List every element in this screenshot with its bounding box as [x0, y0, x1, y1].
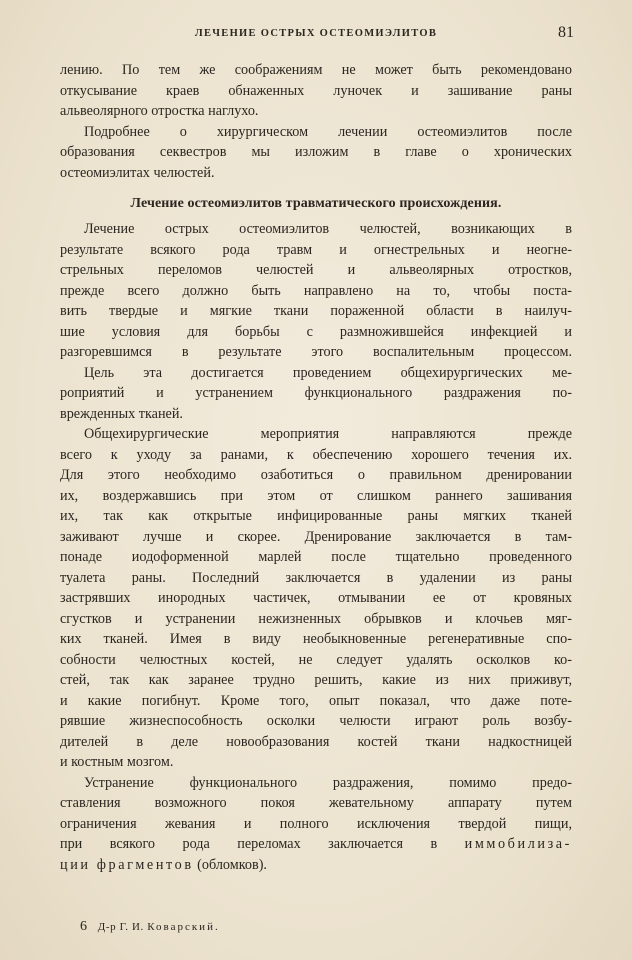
text-line: дителей в деле новообразования костей ткани надкостницей [60, 733, 572, 750]
text-line: остеомиэлитах челюстей. [60, 164, 215, 181]
paragraph-2 [60, 122, 572, 184]
text-line: образования секвестров мы изложим в главе о хронических [60, 144, 572, 160]
text-line: и костным мозгом. [60, 754, 174, 770]
text-line: всего к уходу за ранами, к обеспечению хорошего течения их. [60, 446, 572, 463]
running-title: ЛЕЧЕНИЕ ОСТРЫХ ОСТЕОМИЭЛИТОВ [194, 28, 438, 39]
paragraph-3 [60, 219, 572, 363]
text-line: роприятий и устранением функционального раздражения по- [60, 385, 572, 401]
text-line: Устранение функционального раздражения, помимо предо- [84, 774, 572, 791]
text-line: прежде всего должно быть направлено на то, чтобы поста- [60, 282, 572, 299]
text-line: стей, так как заранее трудно решить, какие из них приживут, [60, 672, 572, 688]
text-line: ставления возможного покоя жевательному аппарату путем [60, 795, 572, 811]
signature-prefix: Д-р Г. И. [97, 921, 148, 933]
paragraph-1 [60, 60, 572, 122]
text-line: Общехирургические мероприятия направляются прежде [84, 426, 572, 442]
text-line: лению. По тем же соображениям не может быть рекомендовано [60, 62, 572, 78]
text-line: Цель эта достигается проведением общехирургических ме- [84, 364, 572, 381]
text-line: их, так как открытые инфицированные раны мягких тканей [60, 508, 572, 524]
page-number: 81 [558, 24, 574, 41]
paragraph-4 [60, 363, 572, 425]
text-run: (обломков). [193, 856, 267, 873]
emphasized-text: ции фрагментов [60, 856, 194, 873]
text-line [60, 834, 572, 855]
text-line: заживают лучше и скорее. Дренирование заключается в там- [60, 528, 572, 545]
text-line: туалета раны. Последний заключается в удалении из раны [60, 569, 572, 586]
text-line: ограничения жевания и полного исключения твердой пищи, [60, 815, 572, 832]
text-line: Для этого необходимо озаботиться о правильном дренировании [60, 467, 572, 483]
text-line: собности челюстных костей, не следует удалять осколков ко- [60, 651, 572, 668]
text-line: застрявших инородных частичек, отмывании ее от кровяных [60, 590, 572, 606]
section-heading: Лечение остеомиэлитов травматического происхождения. [130, 196, 502, 211]
paragraph-6 [60, 773, 572, 876]
text-line: и какие погибнут. Кроме того, опыт показал, что даже поте- [60, 692, 572, 709]
text-run: при всякого рода переломах заключается в [60, 836, 465, 852]
text-line: Подробнее о хирургическом лечении остеомиэлитов после [84, 123, 572, 140]
paragraph-5 [60, 424, 572, 773]
text-line: их, воздержавшись при этом от слишком раннего зашивания [60, 487, 572, 504]
text-line: Лечение острых остеомиэлитов челюстей, возникающих в [84, 221, 572, 237]
text-line: шие условия для борьбы с размножившейся инфекцией и [60, 323, 572, 340]
text-line: врежденных тканей. [60, 405, 183, 422]
text-line: понаде иодоформенной марлей после тщательно проведенного [60, 549, 572, 565]
text-line: альвеолярного отростка наглухо. [60, 103, 259, 119]
text-line: рявшие жизнеспособность осколки челюсти играют роль возбу- [60, 713, 572, 729]
signature-author [98, 921, 220, 933]
text-line: стрельных переломов челюстей и альвеолярных отростков, [60, 262, 572, 278]
text-line: ких тканей. Имея в виду необыкновенные регенеративные спо- [60, 631, 572, 647]
body-text [60, 60, 572, 875]
text-line: сгустков и устранении нежизненных обрывков и клочьев мяг- [60, 610, 572, 627]
emphasized-text: иммобилиза- [464, 836, 572, 852]
signature-surname: Коварский. [147, 921, 220, 933]
signature-number: 6 [80, 919, 87, 934]
text-line: разгоревшимся в результате этого воспалительным процессом. [60, 344, 572, 360]
running-head [58, 24, 574, 46]
text-line: откусывание краев обнаженных луночек и зашивание раны [60, 82, 572, 99]
text-line [60, 855, 572, 876]
text-line: результате всякого рода травм и огнестрельных и неогне- [60, 241, 572, 258]
printer-signature [80, 919, 220, 935]
text-line: вить твердые и мягкие ткани пораженной области в наилуч- [60, 303, 572, 319]
